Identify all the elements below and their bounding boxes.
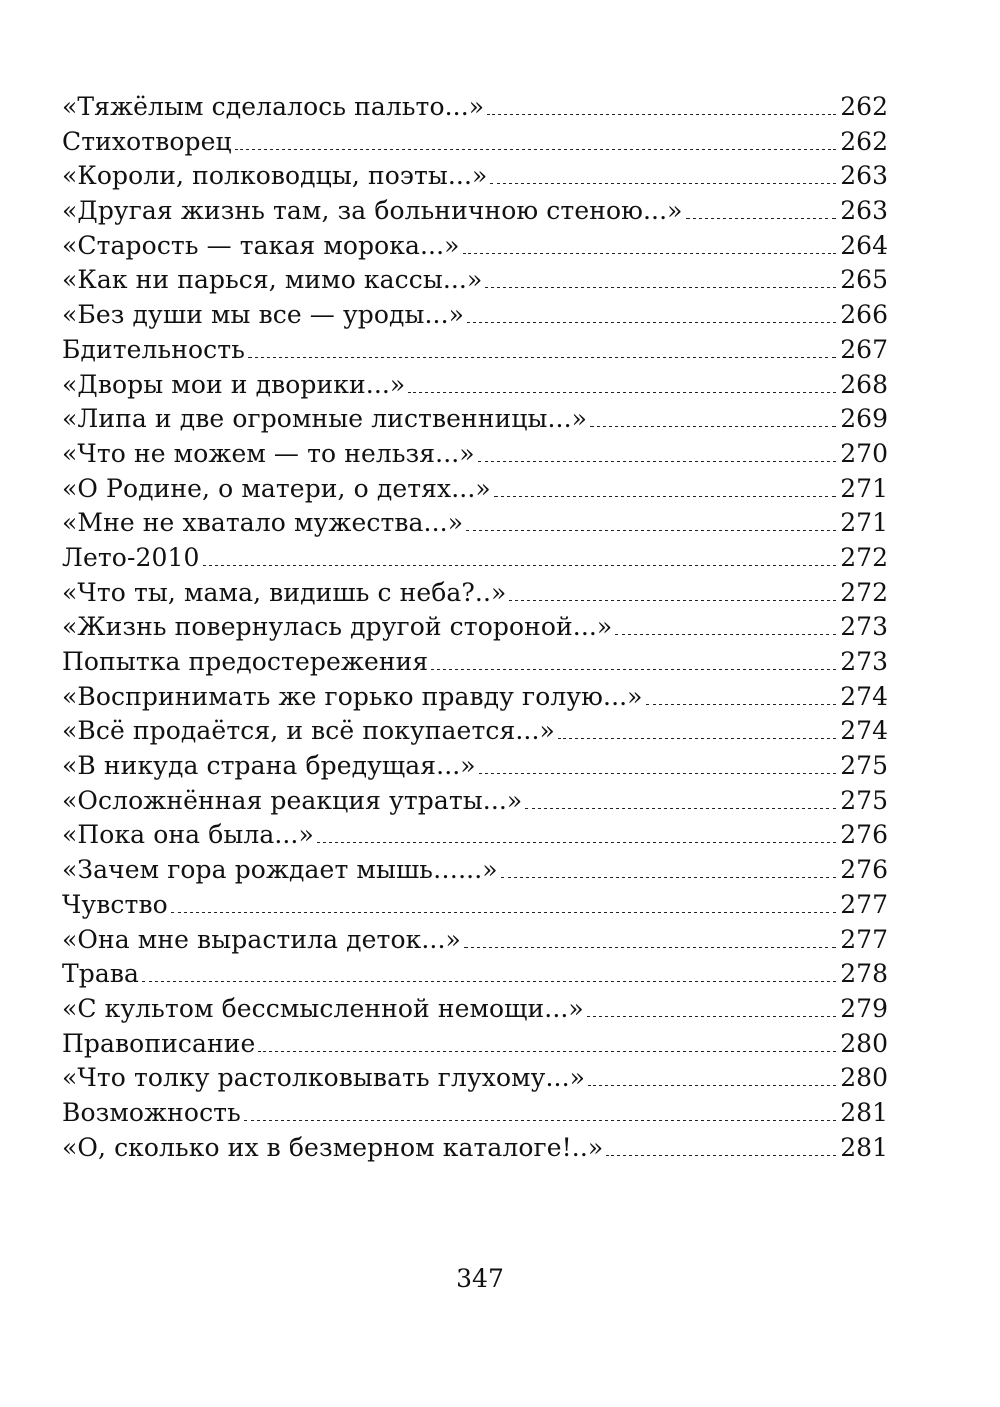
toc-entry-title: «О Родине, о матери, о детях...»	[62, 473, 491, 503]
dot-leader	[248, 357, 836, 358]
toc-entry	[62, 853, 888, 888]
dot-leader	[525, 808, 836, 809]
toc-entry-title: «Старость — такая морока...»	[62, 230, 460, 260]
toc-entry-title: «Что не можем — то нельзя...»	[62, 438, 475, 468]
toc-entry	[62, 298, 888, 333]
toc-entry-title: «Тяжёлым сделалось пальто...»	[62, 92, 485, 121]
dot-leader	[494, 496, 836, 497]
dot-leader	[258, 1051, 836, 1052]
toc-entry-page: 272	[840, 542, 888, 572]
toc-entry	[62, 888, 888, 923]
toc-entry-title: «О, сколько их в безмерном каталоге!..»	[62, 1132, 604, 1162]
toc-entry-page: 281	[840, 1132, 888, 1162]
dot-leader	[479, 773, 836, 774]
toc-entry-page: 274	[840, 716, 888, 746]
toc-entry-page: 277	[840, 889, 888, 919]
toc-entry-title: «Что ты, мама, видишь с неба?..»	[62, 577, 507, 607]
dot-leader	[464, 947, 836, 948]
toc-entry	[62, 402, 888, 437]
dot-leader	[317, 842, 836, 843]
toc-entry	[62, 125, 888, 160]
toc-entry	[62, 90, 888, 125]
toc-entry-page: 274	[840, 681, 888, 711]
dot-leader	[509, 600, 836, 601]
toc-entry	[62, 263, 888, 298]
toc-entry-title: Чувство	[62, 889, 168, 919]
toc-entry-title: «С культом бессмысленной немощи...»	[62, 993, 584, 1023]
dot-leader	[142, 981, 836, 982]
toc-entry	[62, 541, 888, 576]
toc-entry-page: 269	[840, 404, 888, 434]
toc-entry	[62, 229, 888, 264]
dot-leader	[558, 738, 836, 739]
toc-entry-title: Правописание	[62, 1028, 256, 1058]
toc-entry	[62, 437, 888, 472]
toc-entry	[62, 1061, 888, 1096]
dot-leader	[686, 218, 836, 219]
toc-entry-title: «Пока она была...»	[62, 820, 314, 850]
toc-entry-title: «Зачем гора рождает мышь…...»	[62, 855, 498, 885]
toc-entry-title: Бдительность	[62, 334, 245, 364]
dot-leader	[606, 1155, 836, 1156]
toc-entry	[62, 714, 888, 749]
dot-leader	[485, 287, 836, 288]
toc-entry-page: 276	[840, 820, 888, 850]
toc-entry-title: «Липа и две огромные лиственницы...»	[62, 404, 588, 434]
dot-leader	[478, 461, 836, 462]
toc-entry-title: Возможность	[62, 1097, 241, 1127]
dot-leader	[431, 669, 836, 670]
dot-leader	[590, 426, 836, 427]
dot-leader	[203, 565, 836, 566]
toc-entry-title: «Дворы мои и дворики...»	[62, 369, 406, 399]
toc-entry-page: 280	[840, 1028, 888, 1058]
toc-entry	[62, 506, 888, 541]
toc-entry	[62, 1027, 888, 1062]
toc-entry-title: «Мне не хватало мужества...»	[62, 508, 464, 538]
dot-leader	[487, 114, 836, 115]
toc-entry-title: Лето-2010	[62, 542, 200, 572]
dot-leader	[490, 183, 836, 184]
toc-entry-page: 264	[840, 230, 888, 260]
dot-leader	[463, 253, 836, 254]
page-number: 347	[456, 1264, 504, 1293]
toc-entry-page: 279	[840, 993, 888, 1023]
toc-entry-page: 275	[840, 785, 888, 815]
toc-entry	[62, 992, 888, 1027]
dot-leader	[408, 392, 836, 393]
toc-entry-page: 271	[840, 473, 888, 503]
toc-entry-title: «Всё продаётся, и всё покупается...»	[62, 716, 555, 746]
toc-entry-page: 265	[840, 265, 888, 295]
toc-entry-title: «Воспринимать же горько правду голую...»	[62, 681, 643, 711]
toc-entry	[62, 159, 888, 194]
toc-entry	[62, 749, 888, 784]
toc-entry	[62, 818, 888, 853]
toc-entry	[62, 333, 888, 368]
toc-entry-page: 270	[840, 438, 888, 468]
toc-entry-title: «Она мне вырастила деток...»	[62, 924, 461, 954]
toc-entry	[62, 1096, 888, 1131]
toc-entry-page: 267	[840, 334, 888, 364]
toc-entry	[62, 784, 888, 819]
dot-leader	[235, 149, 836, 150]
toc-entry-page: 280	[840, 1063, 888, 1093]
toc-entry	[62, 194, 888, 229]
toc-entry-title: «Что толку растолковывать глухому...»	[62, 1063, 586, 1093]
toc-entry-title: Трава	[62, 959, 140, 989]
dot-leader	[646, 704, 836, 705]
dot-leader	[615, 634, 836, 635]
toc-entry-title: Попытка предостережения	[62, 647, 429, 676]
dot-leader	[501, 877, 836, 878]
toc-entry-page: 277	[840, 924, 888, 954]
dot-leader	[587, 1016, 836, 1017]
toc-entry	[62, 472, 888, 507]
dot-leader	[244, 1120, 836, 1121]
toc-entry-page: 281	[840, 1097, 888, 1127]
toc-entry-title: «В никуда страна бредущая...»	[62, 751, 476, 781]
toc-entry-title: «Как ни парься, мимо кассы...»	[62, 265, 483, 295]
toc-entry-page: 268	[840, 369, 888, 399]
toc-entry-page: 278	[840, 959, 888, 989]
toc-entry-title: «Осложнённая реакция утраты...»	[62, 785, 523, 815]
toc-entry-page: 263	[840, 196, 888, 226]
toc-entry-page: 266	[840, 300, 888, 330]
toc-entry	[62, 1131, 888, 1166]
toc-entry-title: «Без души мы все — уроды...»	[62, 300, 465, 330]
dot-leader	[588, 1085, 836, 1086]
toc-entry-page: 273	[840, 612, 888, 642]
toc-entry-title: «Другая жизнь там, за больничною стеною...»	[62, 196, 683, 226]
toc-entry	[62, 923, 888, 958]
toc-entry-page: 275	[840, 751, 888, 781]
toc-entry-page: 262	[840, 92, 888, 121]
dot-leader	[171, 912, 836, 913]
toc-entry-page: 271	[840, 508, 888, 538]
toc-entry-page: 263	[840, 161, 888, 191]
toc-entry	[62, 957, 888, 992]
toc-entry-page: 273	[840, 647, 888, 676]
toc-entry-title: «Жизнь повернулась другой стороной...»	[62, 612, 613, 642]
toc-entry	[62, 368, 888, 403]
table-of-contents	[62, 90, 888, 1165]
toc-entry	[62, 576, 888, 611]
toc-entry	[62, 645, 888, 680]
toc-entry-title: «Короли, полководцы, поэты...»	[62, 161, 488, 191]
toc-entry-title: Стихотворец	[62, 126, 232, 156]
dot-leader	[466, 530, 836, 531]
toc-entry-page: 276	[840, 855, 888, 885]
toc-entry	[62, 610, 888, 645]
dot-leader	[467, 322, 836, 323]
toc-entry-page: 262	[840, 126, 888, 156]
toc-entry	[62, 680, 888, 715]
toc-entry-page: 272	[840, 577, 888, 607]
